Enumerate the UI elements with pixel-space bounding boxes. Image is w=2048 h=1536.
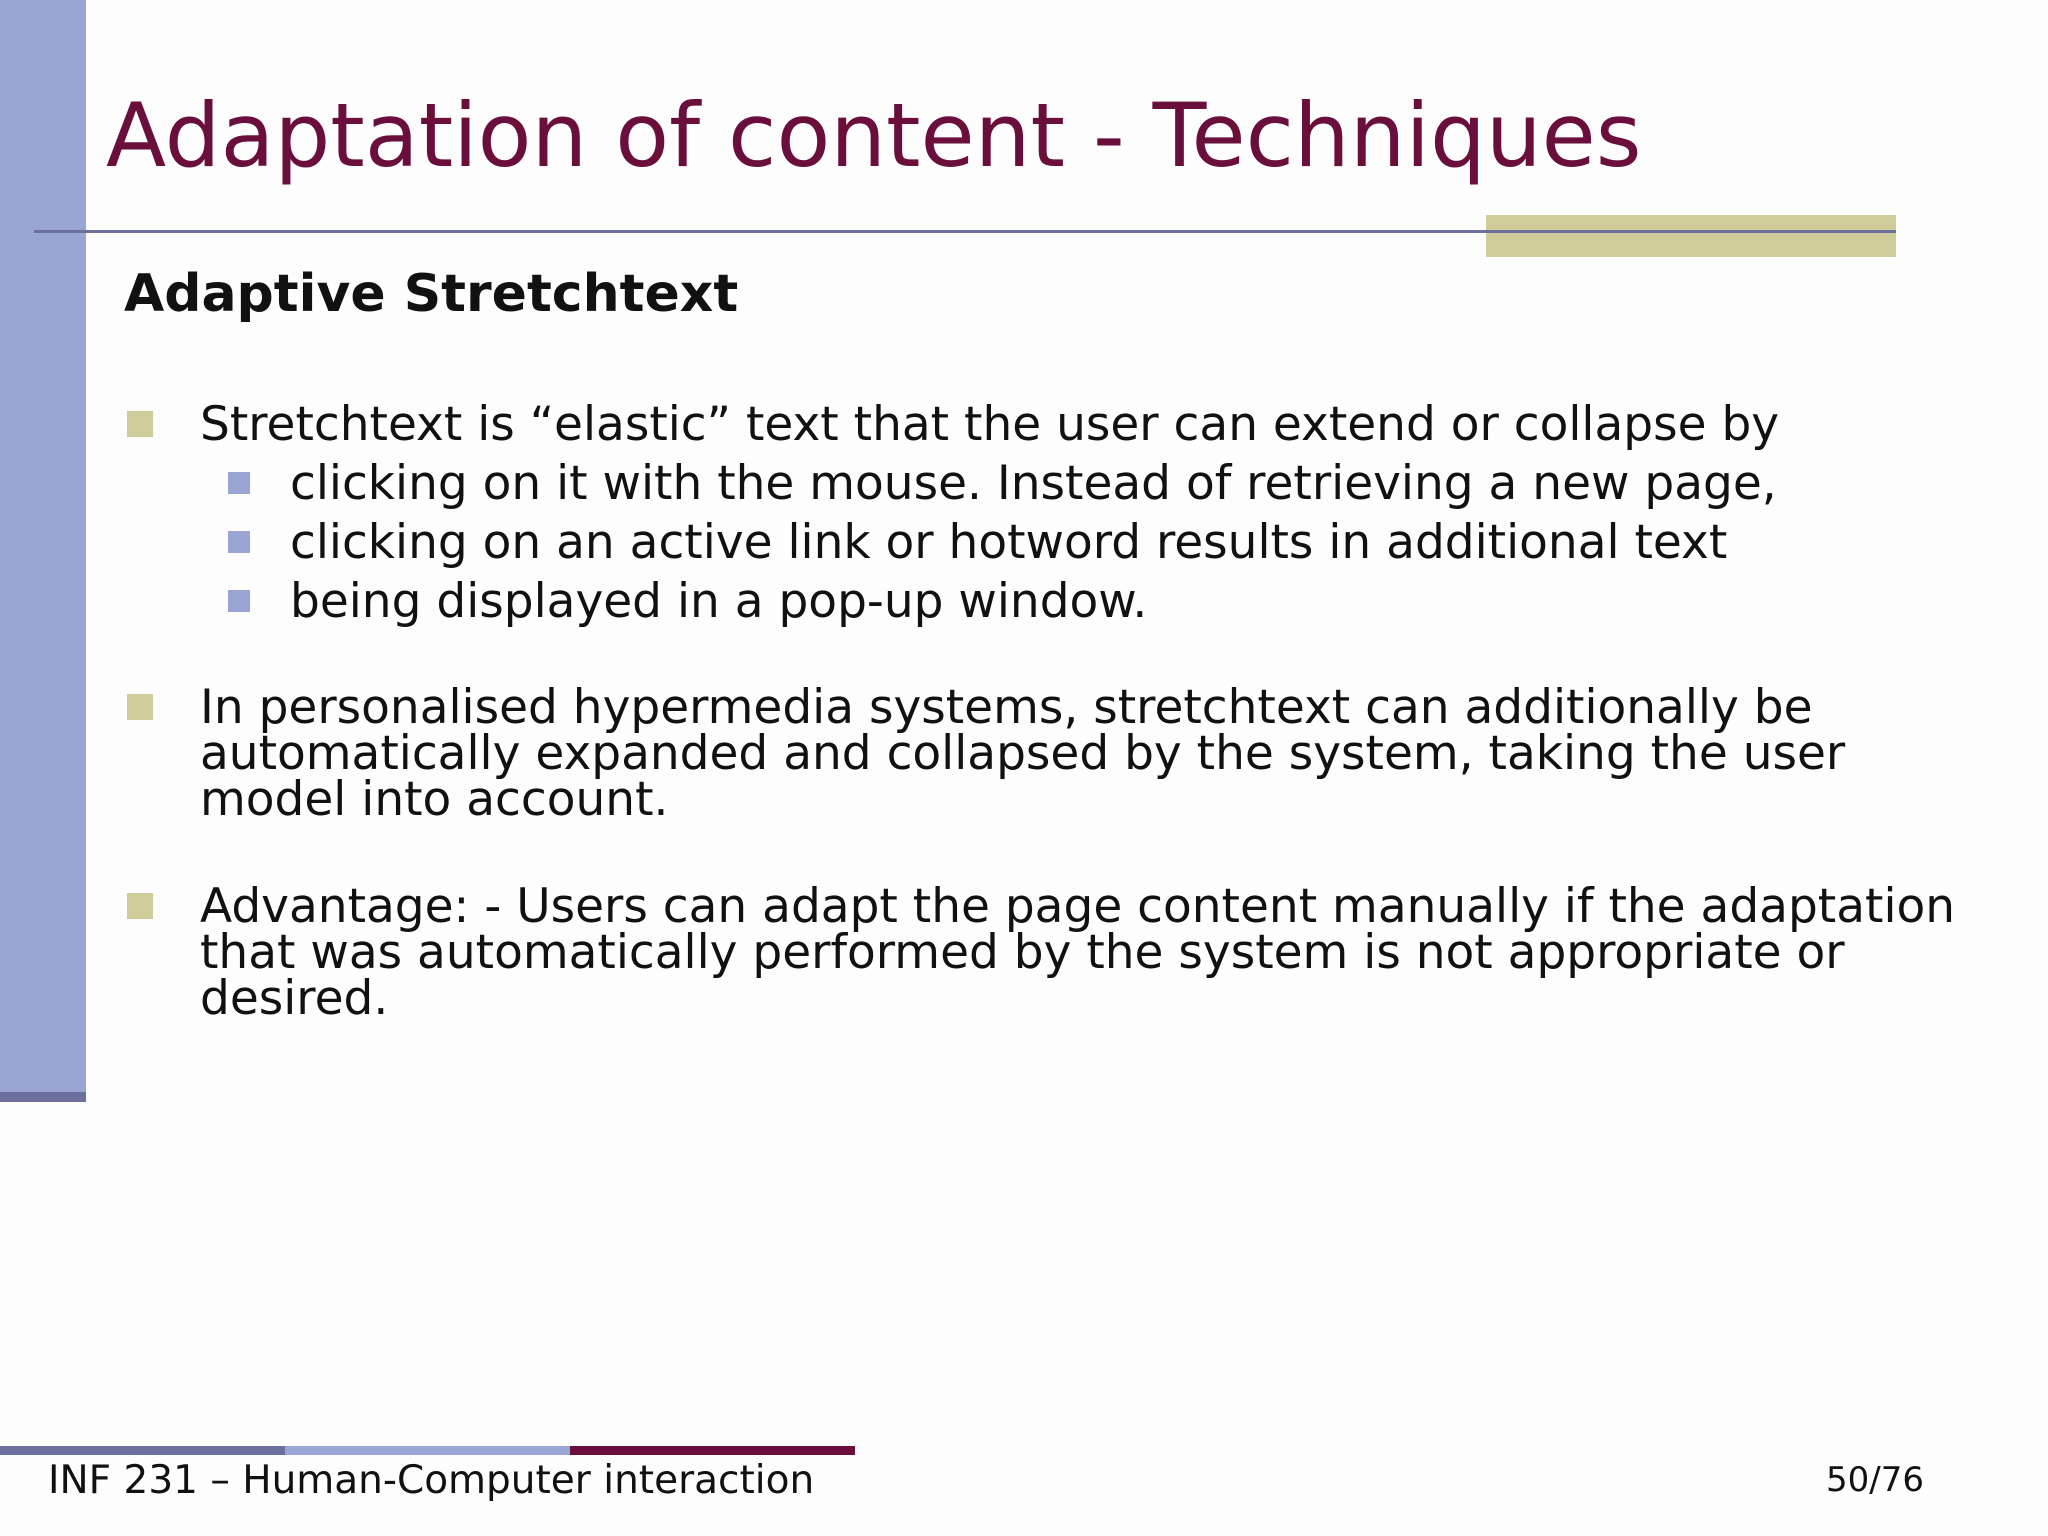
footer-course-title: INF 231 – Human-Computer interaction [48,1458,815,1503]
title-accent-block [1486,215,1896,257]
bullet-2-line-2: automatically expanded and collapsed by the system, taking the user [200,726,1846,781]
bullet-marker-3 [127,893,153,919]
bullet-1-text: Stretchtext is “elastic” text that the user can extend or collapse by [200,397,1780,452]
slide-subtitle: Adaptive Stretchtext [124,264,739,324]
bullet-marker-1 [127,411,153,437]
footer-bar-segment-2 [285,1446,570,1455]
bullet-3-line-1: Advantage: - Users can adapt the page content manually if the adaptation [200,879,1956,934]
slide-title: Adaptation of content - Techniques [106,84,1642,187]
left-bar-footer-accent [0,1092,86,1102]
sub-bullet-marker-2 [228,531,250,553]
sub-bullet-2-text: clicking on an active link or hotword results in additional text [290,515,1728,570]
bullet-2-line-3: model into account. [200,772,669,827]
sub-bullet-3-text: being displayed in a pop-up window. [290,574,1148,629]
title-accent-rule [1486,230,1896,233]
footer-bar-segment-1 [0,1446,285,1455]
footer-bar-segment-3 [570,1446,855,1455]
page-number: 50/76 [1826,1460,1924,1500]
bullet-3-line-3: desired. [200,971,389,1026]
left-decorative-bar [0,0,86,1092]
sub-bullet-1-text: clicking on it with the mouse. Instead of retrieving a new page, [290,456,1777,511]
sub-bullet-marker-3 [228,590,250,612]
bullet-marker-2 [127,694,153,720]
bullet-2-line-1: In personalised hypermedia systems, stretchtext can additionally be [200,680,1813,735]
bullet-3-line-2: that was automatically performed by the system is not appropriate or [200,925,1845,980]
sub-bullet-marker-1 [228,472,250,494]
